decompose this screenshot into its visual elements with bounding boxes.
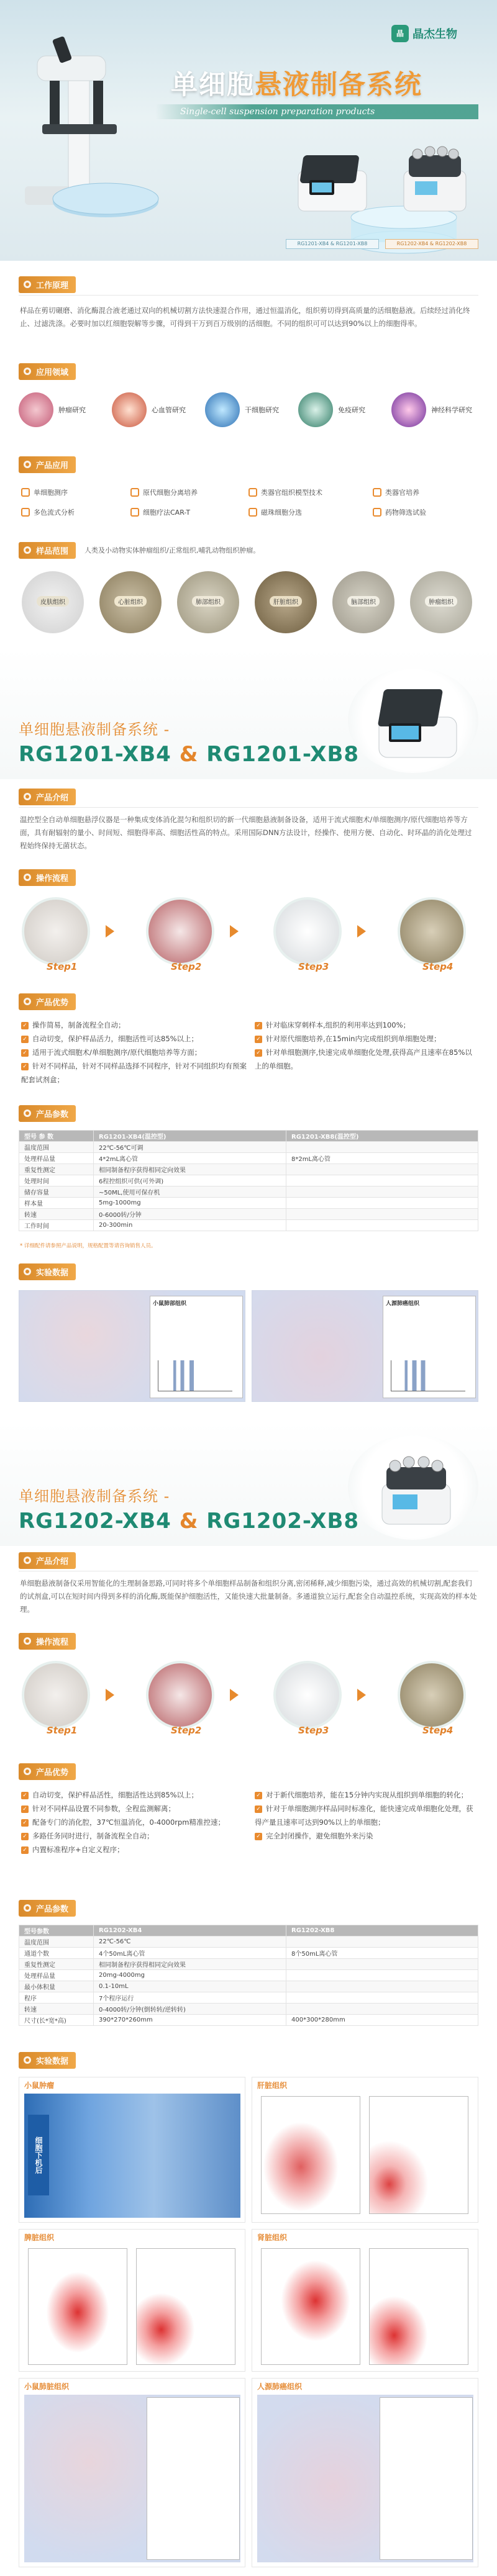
table-cell: 尺寸(长*宽*高) <box>19 2015 94 2026</box>
series1-banner <box>0 649 497 779</box>
series2-banner <box>0 1422 497 1546</box>
exp-panel-liver-title: 肝脏组织 <box>257 2081 288 2090</box>
table-cell: ~50ML,使用可保存机 <box>94 1186 286 1198</box>
series2-param-head <box>19 1900 76 1916</box>
table-cell: 390*270*260mm <box>94 2015 286 2026</box>
table-cell: 处理样品量 <box>19 1970 94 1981</box>
table-cell <box>286 1959 478 1970</box>
series1-step-row <box>12 894 485 975</box>
application-fields-row <box>19 391 478 435</box>
field-item-neuro <box>391 391 478 428</box>
table-cell: 通道个数 <box>19 1948 94 1959</box>
s2-adv-left-1-text: 针对不同样品设置不同参数，全程监测解离； <box>32 1804 175 1813</box>
table-cell <box>286 1209 478 1220</box>
s2-adv-left-0 <box>21 1788 251 1802</box>
field-label-cardio: 心血管研究 <box>152 406 186 414</box>
table-cell <box>286 1198 478 1209</box>
app-chip-4 <box>21 504 75 520</box>
field-item-immune <box>298 391 385 428</box>
app-checkbox-icon <box>373 488 381 497</box>
table-cell: 6程控组织可供(可外调) <box>94 1175 286 1186</box>
sample-label-skin: 皮肤组织 <box>37 596 69 607</box>
s1-adv-left-1-text: 自动切变，保护样品活力，细胞活性可达85%以上； <box>32 1034 199 1043</box>
section-product-apps <box>19 456 76 472</box>
hero-title <box>171 64 422 102</box>
series2-step-row <box>12 1658 485 1738</box>
series2-param-title: 产品参数 <box>36 1904 69 1914</box>
table-header-cell: 型号 参 数 <box>19 1131 94 1142</box>
exp-panel-kidney <box>252 2229 478 2372</box>
exp-panel-tumor <box>19 2077 245 2223</box>
table-cell <box>286 1220 478 1231</box>
table-header-row <box>19 1925 478 1937</box>
s1-adv-right-0 <box>255 1018 478 1032</box>
check-icon: ✓ <box>21 1792 29 1799</box>
exp-panel-human-lung <box>252 2378 478 2567</box>
table-row <box>19 1948 478 1959</box>
field-label-tumor: 肿瘤研究 <box>58 406 86 414</box>
exp-panel-mouse-lung-title: 小鼠肺脏组织 <box>24 2382 70 2391</box>
s1-arrow-2-icon <box>230 925 239 938</box>
app-label-2: 类器官组织模型技术 <box>261 489 322 497</box>
mouse-lung-stats-panel <box>147 2397 240 2560</box>
series1-models <box>19 742 359 767</box>
app-chip-5 <box>130 504 190 520</box>
human-lung-stats-panel <box>380 2397 473 2560</box>
table-row <box>19 1153 478 1164</box>
sample-circle-tumor <box>410 571 472 633</box>
series1-exp-right-image <box>252 1290 478 1402</box>
table-cell: 0-4000转/分钟(倒转转/逆转转) <box>94 2004 286 2015</box>
s1-adv-left-0-text: 操作简易，制备流程全自动； <box>32 1021 125 1029</box>
s2-step3-image <box>273 1661 342 1729</box>
app-label-7: 药物筛选试验 <box>385 508 426 517</box>
series1-prefix: 单细胞悬液制备系统 - <box>19 721 170 738</box>
series1-exp-title: 实验数据 <box>36 1268 69 1278</box>
series1-flow-title: 操作流程 <box>36 874 69 884</box>
field-label-stemcell: 干细胞研究 <box>245 406 279 414</box>
table-cell <box>286 1981 478 1992</box>
s2-adv-left-4-text: 内置标准程序+自定义程序； <box>32 1845 124 1854</box>
s1-adv-right-2 <box>255 1046 478 1073</box>
sample-label-lung: 肺部组织 <box>192 596 224 607</box>
s1-arrow-3-icon <box>357 925 366 938</box>
sample-label-tumor: 肿瘤组织 <box>425 596 457 607</box>
series2-model-b: RG1202-XB8 <box>206 1509 360 1534</box>
device-label-right-text: RG1202-XB4 & RG1202-XB8 <box>396 241 467 246</box>
exp-panel-human-lung-title: 人源肺癌组织 <box>257 2382 303 2391</box>
table-header-cell: 型号参数 <box>19 1925 94 1937</box>
field-item-cardio <box>112 391 199 428</box>
series1-exp-head <box>19 1263 76 1280</box>
sample-range-text: 人类及小动物实体肿瘤组织/正常组织,哺乳动物组织肿瘤。 <box>84 546 260 554</box>
table-cell: 20-300min <box>94 1220 286 1231</box>
s1-arrow-1-icon <box>106 925 114 938</box>
app-label-0: 单细胞测序 <box>34 489 68 497</box>
s2-step1-label: Step1 <box>47 1725 78 1736</box>
table-cell <box>286 1164 478 1175</box>
table-cell: 22℃-56℃ <box>94 1937 286 1948</box>
tumor-caption-box <box>28 2115 49 2195</box>
stem-cell-icon <box>205 392 240 427</box>
table-cell <box>286 2004 478 2015</box>
s2-adv-right-0 <box>255 1788 478 1802</box>
s1-exp-left-title: 小鼠肺部组织 <box>153 1301 187 1307</box>
table-header-cell: RG1202-XB4 <box>94 1925 286 1937</box>
s2-adv-left-2-text: 配备专门的消化腔，37℃恒温消化，0-4000rpm精准控速； <box>32 1818 226 1827</box>
app-chip-0 <box>21 484 68 500</box>
section-product-apps-title: 产品应用 <box>36 461 69 471</box>
tumor-tubes-photo <box>24 2094 240 2218</box>
check-icon: ✓ <box>21 1036 29 1043</box>
s1-adv-left-2 <box>21 1046 251 1059</box>
s2-arrow-2-icon <box>230 1689 239 1701</box>
table-row <box>19 2015 478 2026</box>
liver-flow-plot-a <box>261 2096 360 2214</box>
app-chip-1 <box>130 484 198 500</box>
device-label-left <box>286 239 379 249</box>
table-header-cell: RG1201-XB8(温控型) <box>286 1131 478 1142</box>
work-principle-text: 样品在剪切碾磨、消化酶混合液老通过双向的机械切割方法快速混合作用，通过恒温消化，组织剪切得到高质量的活细胞悬液。后续经过消化终止、过滤洗涤。必要时加以红细胞裂解等步骤，可得到干万到百万级别的活细胞。不同的组织可可以达到90%以上的细胞得率。 <box>20 306 470 328</box>
exp-panel-kidney-title: 肾脏组织 <box>257 2233 288 2242</box>
series1-intro-head <box>19 789 76 805</box>
tumor-research-icon <box>19 392 53 427</box>
s2-adv-right-0-text: 对于新代细胞培养，能在15分钟内实现从组织到单细胞的转化； <box>266 1791 468 1799</box>
series2-param-table <box>19 1925 478 2026</box>
series1-amp: & <box>179 742 199 767</box>
s2-adv-left-2 <box>21 1815 251 1829</box>
s1-adv-right-1 <box>255 1032 478 1046</box>
s1-step3-label: Step3 <box>298 961 329 972</box>
device-rg1202-image <box>398 143 472 217</box>
table-row <box>19 1937 478 1948</box>
s2-step2-label: Step2 <box>171 1725 202 1736</box>
table-header-cell: RG1202-XB8 <box>286 1925 478 1937</box>
app-label-6: 磁珠细胞分选 <box>261 508 302 517</box>
table-row <box>19 1198 478 1209</box>
sample-circle-lung <box>177 571 239 633</box>
table-cell <box>286 1186 478 1198</box>
app-checkbox-icon <box>21 508 30 517</box>
check-icon: ✓ <box>21 1805 29 1813</box>
series2-intro-text: 单细胞悬液制备仪采用智能化的生理制备思路,可同时将多个单细胞样品制备和组织分离,密闭稀释,减少细胞污染，通过高效的机械切割,配套我们的试剂盒,可以在短时间内得到多样的消化酶,既能保护细胞活性，又能快速大批量制备。多通道独立运行,配套全自动温控系统，实现高效的样本处理。 <box>20 1579 477 1614</box>
s1-adv-left-0 <box>21 1018 251 1032</box>
table-row <box>19 1209 478 1220</box>
sample-label-heart: 心脏组织 <box>114 596 147 607</box>
s1-adv-right-2-text: 针对单细胞测序,快速完成单细胞化处理,获得高产且速率在85%以上的单细胞。 <box>255 1048 472 1070</box>
app-label-3: 类器官培养 <box>385 489 419 497</box>
check-icon: ✓ <box>255 1049 262 1057</box>
series1-adv-right <box>255 1018 478 1073</box>
s2-adv-right-1 <box>255 1802 478 1829</box>
series1-flow-head <box>19 869 76 885</box>
brand-name: 晶杰生物 <box>413 28 457 41</box>
table-cell: 0.1-10mL <box>94 1981 286 1992</box>
s1-step4-image <box>398 897 466 965</box>
hero-title-part-a: 单细胞 <box>171 70 255 101</box>
table-cell: 相同制备程序获得相同定向效果 <box>94 1164 286 1175</box>
s1-adv-right-0-text: 针对临床穿刺样本,组织的利用率达到100%； <box>266 1021 411 1029</box>
table-cell: 8个50mL离心管 <box>286 1948 478 1959</box>
table-cell: 20mg-4000mg <box>94 1970 286 1981</box>
s1-adv-left-3 <box>21 1059 251 1087</box>
tumor-caption-text: 细胞下机后 <box>34 2136 43 2174</box>
app-checkbox-icon <box>130 508 139 517</box>
series2-models <box>19 1509 359 1534</box>
app-checkbox-icon <box>248 488 257 497</box>
app-label-4: 多色流式分析 <box>34 508 75 517</box>
app-chip-7 <box>373 504 426 520</box>
series1-param-head <box>19 1105 76 1121</box>
table-cell: 重复性测定 <box>19 1164 94 1175</box>
check-icon: ✓ <box>21 1833 29 1840</box>
s1-step2-label: Step2 <box>171 961 202 972</box>
table-row <box>19 1164 478 1175</box>
sample-label-liver: 肝脏组织 <box>270 596 302 607</box>
exp-panel-mouse-lung <box>19 2378 245 2567</box>
table-cell: 0-6000转/分钟 <box>94 1209 286 1220</box>
series2-adv-head <box>19 1763 76 1779</box>
table-cell: 4个50mL离心管 <box>94 1948 286 1959</box>
table-cell: 最小体积量 <box>19 1981 94 1992</box>
check-icon: ✓ <box>255 1805 262 1813</box>
table-cell: 样本量 <box>19 1198 94 1209</box>
table-row <box>19 1959 478 1970</box>
hero-banner <box>0 0 497 261</box>
immune-research-icon <box>298 392 333 427</box>
heart-research-icon <box>112 392 147 427</box>
s2-step4-label: Step4 <box>422 1725 454 1736</box>
brand-logo-icon: 晶 <box>391 25 409 42</box>
sample-label-brain: 脑部组织 <box>347 596 380 607</box>
series2-flow-title: 操作流程 <box>36 1637 69 1647</box>
liver-flow-plot-b <box>369 2096 468 2214</box>
check-icon: ✓ <box>21 1063 29 1070</box>
section-application-fields <box>19 363 76 379</box>
table-cell: 5mg-1000mg <box>94 1198 286 1209</box>
series1-adv-title: 产品优势 <box>36 998 69 1008</box>
table-cell: 相同制备程序获得相同定向效果 <box>94 1959 286 1970</box>
series2-intro-head <box>19 1552 76 1568</box>
s2-adv-right-2 <box>255 1829 478 1843</box>
table-cell: 4*2mL离心管 <box>94 1153 286 1164</box>
exp-panel-spleen-title: 脾脏组织 <box>24 2233 55 2242</box>
app-chip-6 <box>248 504 302 520</box>
field-item-tumor <box>19 391 106 428</box>
series2-intro-title: 产品介绍 <box>36 1557 69 1566</box>
s2-adv-right-1-text: 针对于单细胞测序样品同时标准化，能快速完成单细胞化处理，获得产量且速率可达到90%以上的单细胞； <box>255 1804 473 1827</box>
s2-step4-image <box>398 1661 466 1729</box>
s1-adv-left-2-text: 适用于流式细胞术/单细胞测序/原代细胞培养等方面； <box>32 1048 202 1057</box>
section-work-principle <box>19 276 76 292</box>
table-row <box>19 2004 478 2015</box>
table-cell <box>286 1970 478 1981</box>
table-cell: 储存容量 <box>19 1186 94 1198</box>
series2-flow-head <box>19 1633 76 1649</box>
sample-circle-brain <box>332 571 394 633</box>
series2-exp-title: 实验数据 <box>36 2056 69 2066</box>
s2-step2-image <box>146 1661 214 1729</box>
exp-panel-liver <box>252 2077 478 2223</box>
table-cell <box>286 1142 478 1153</box>
series1-intro-text: 温控型全自动单细胞悬浮仪器是一种集成变体消化混匀和组织切的新一代细胞悬液制备设备，适用于流式细胞术/单细胞测序/原代细胞培养等方面，具有耐辐射的量小、时间短、细胞得率高、细胞活性高的特点。采用国际DNN方法设计，经操作、使用方便、自动化、时环晶的消化处理过程始终保持无菌状态。 <box>20 815 472 850</box>
series2-exp-head <box>19 2052 76 2068</box>
series2-device-image <box>373 1450 460 1530</box>
table-cell: 程序 <box>19 1992 94 2004</box>
table-cell: 温度范围 <box>19 1142 94 1153</box>
check-icon: ✓ <box>255 1792 262 1799</box>
neuro-research-icon <box>391 392 426 427</box>
table-cell: 工作时间 <box>19 1220 94 1231</box>
hero-subtitle-text: Single-cell suspension preparation products <box>180 107 375 117</box>
table-cell: 8*2mL离心管 <box>286 1153 478 1164</box>
series2-prefix: 单细胞悬液制备系统 - <box>19 1488 170 1505</box>
section-application-fields-title: 应用领域 <box>36 368 69 377</box>
table-row <box>19 1970 478 1981</box>
s1-step1-image <box>22 897 90 965</box>
s1-exp-right-title: 人源肺癌组织 <box>386 1301 420 1307</box>
series1-param-table <box>19 1130 478 1231</box>
s1-step3-image <box>273 897 342 965</box>
device-rg1201-image <box>292 149 373 217</box>
device-label-left-text: RG1201-XB4 & RG1201-XB8 <box>297 241 368 246</box>
table-cell: 温度范围 <box>19 1937 94 1948</box>
s1-adv-right-1-text: 针对原代细胞培养,在15min内完成组织到单细胞处理； <box>266 1034 441 1043</box>
app-label-5: 细胞疗法CAR-T <box>143 508 191 517</box>
device-label-right <box>385 239 478 249</box>
s2-adv-right-2-text: 完全封闭操作，避免细胞外来污染 <box>266 1832 373 1840</box>
app-checkbox-icon <box>248 508 257 517</box>
s2-adv-left-3 <box>21 1829 251 1843</box>
field-label-neuro: 神经科学研究 <box>431 406 472 414</box>
kidney-flow-plot-b <box>369 2248 468 2365</box>
series1-param-note: * 详细配件请参照产品说明，规格配置等请咨询销售人员。 <box>20 1243 157 1249</box>
table-header-cell: RG1201-XB4(温控型) <box>94 1131 286 1142</box>
table-cell: 7个程序运行 <box>94 1992 286 2004</box>
series2-model-a: RG1202-XB4 <box>19 1509 171 1534</box>
petri-dish-illustration <box>50 174 162 224</box>
table-cell <box>286 1937 478 1948</box>
table-cell: 22℃-56℃可调 <box>94 1142 286 1153</box>
table-cell: 400*300*280mm <box>286 2015 478 2026</box>
s2-arrow-1-icon <box>106 1689 114 1701</box>
section-sample-range-title: 样品范围 <box>36 546 69 556</box>
table-row <box>19 1142 478 1153</box>
s1-step4-label: Step4 <box>422 961 454 972</box>
sample-circle-heart <box>99 571 162 633</box>
sample-circle-liver <box>255 571 317 633</box>
field-label-immune: 免疫研究 <box>338 406 365 414</box>
check-icon: ✓ <box>255 1833 262 1840</box>
table-header-row <box>19 1131 478 1142</box>
table-cell: 转速 <box>19 2004 94 2015</box>
sample-circle-skin <box>22 571 84 633</box>
series1-adv-left <box>21 1018 251 1087</box>
check-icon: ✓ <box>255 1036 262 1043</box>
series1-exp-left-image <box>19 1290 245 1402</box>
s2-adv-left-3-text: 多路任务同时进行，制备流程全自动； <box>32 1832 154 1840</box>
check-icon: ✓ <box>255 1022 262 1029</box>
table-row <box>19 1220 478 1231</box>
exp-panel-tumor-title: 小鼠肿瘤 <box>24 2081 55 2090</box>
series1-intro-title: 产品介绍 <box>36 793 69 803</box>
s1-exp-right-panel <box>383 1296 476 1398</box>
series1-adv-head <box>19 993 76 1010</box>
s1-exp-left-histogram <box>158 1360 232 1391</box>
table-cell: 处理样品量 <box>19 1153 94 1164</box>
s1-step2-image <box>146 897 214 965</box>
field-item-stemcell <box>205 391 292 428</box>
s1-adv-left-3-text: 针对不同样品，针对不同样品选择不同程序，针对不同组织均有预案配套试剂盒； <box>21 1062 247 1084</box>
table-cell <box>286 1992 478 2004</box>
s2-step3-label: Step3 <box>298 1725 329 1736</box>
check-icon: ✓ <box>21 1049 29 1057</box>
sample-range-row <box>19 571 478 639</box>
series1-model-b: RG1201-XB8 <box>206 742 360 767</box>
app-checkbox-icon <box>130 488 139 497</box>
s1-adv-left-1 <box>21 1032 251 1046</box>
spleen-flow-plot-a <box>28 2248 127 2365</box>
kidney-flow-plot-a <box>261 2248 360 2365</box>
check-icon: ✓ <box>21 1022 29 1029</box>
series1-model-a: RG1201-XB4 <box>19 742 171 767</box>
hero-title-part-b: 悬液制备系统 <box>255 70 422 101</box>
series2-adv-title: 产品优势 <box>36 1768 69 1778</box>
series2-amp: & <box>179 1509 199 1534</box>
s1-exp-right-histogram <box>391 1360 465 1391</box>
table-cell <box>286 1175 478 1186</box>
series1-device-image <box>367 683 466 764</box>
exp-panel-spleen <box>19 2229 245 2372</box>
s2-adv-left-4 <box>21 1843 251 1856</box>
brand-logo <box>391 25 457 42</box>
table-row <box>19 1175 478 1186</box>
s2-arrow-3-icon <box>357 1689 366 1701</box>
section-sample-range <box>19 542 260 558</box>
table-row <box>19 1981 478 1992</box>
series2-adv-right <box>255 1788 478 1843</box>
check-icon: ✓ <box>21 1846 29 1854</box>
s2-adv-left-1 <box>21 1802 251 1815</box>
series2-adv-left <box>21 1788 251 1856</box>
s2-adv-left-0-text: 自动切变，保护样品活性，细胞活性达到85%以上； <box>32 1791 199 1799</box>
s1-exp-left-panel <box>150 1296 243 1398</box>
app-chip-3 <box>373 484 419 500</box>
table-row <box>19 1186 478 1198</box>
app-checkbox-icon <box>21 488 30 497</box>
s1-step1-label: Step1 <box>47 961 78 972</box>
app-checkbox-icon <box>373 508 381 517</box>
s2-step1-image <box>22 1661 90 1729</box>
table-cell: 重复性测定 <box>19 1959 94 1970</box>
app-chip-2 <box>248 484 322 500</box>
section-work-principle-title: 工作原理 <box>36 281 69 291</box>
app-label-1: 原代细胞分离培养 <box>143 489 198 497</box>
table-cell: 处理时间 <box>19 1175 94 1186</box>
table-row <box>19 1992 478 2004</box>
table-cell: 转速 <box>19 1209 94 1220</box>
series1-param-title: 产品参数 <box>36 1109 69 1119</box>
check-icon: ✓ <box>21 1819 29 1827</box>
hero-subtitle-en <box>155 104 478 119</box>
spleen-flow-plot-b <box>136 2248 235 2365</box>
